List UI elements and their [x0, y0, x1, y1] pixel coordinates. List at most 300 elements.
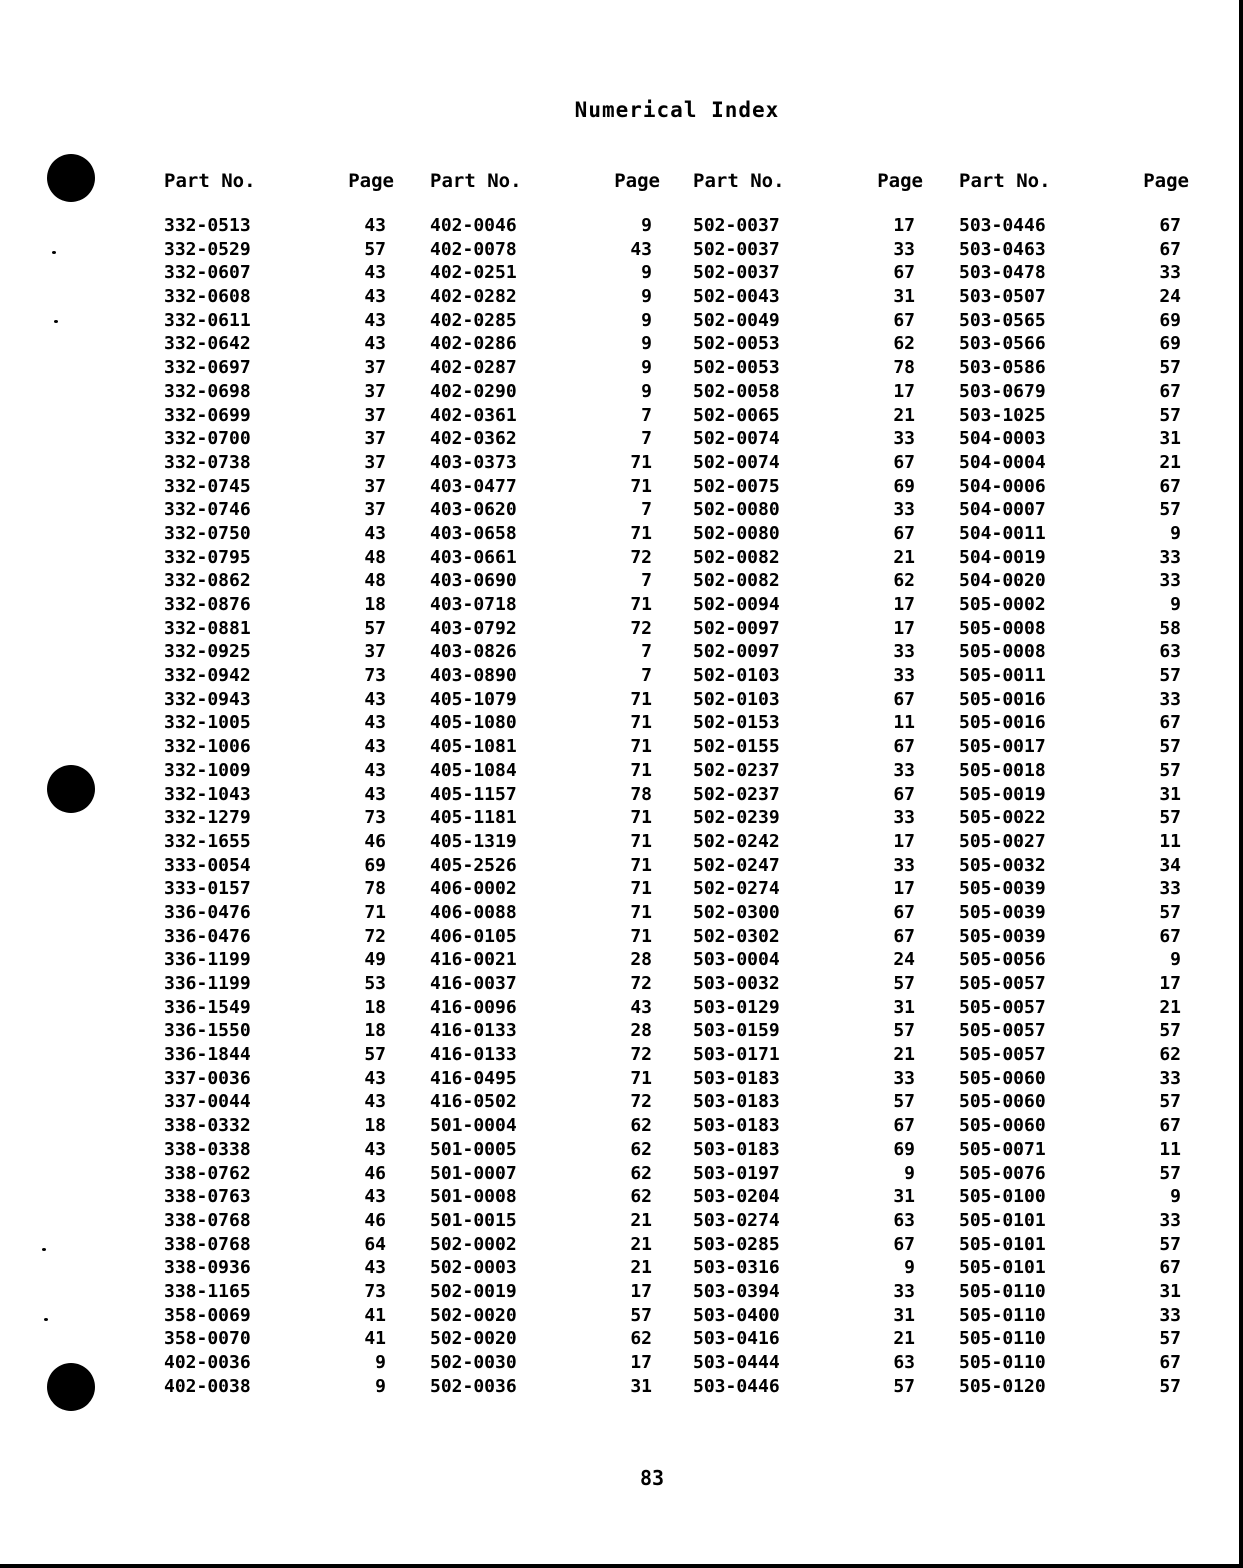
index-row: [959, 451, 1189, 475]
index-row: [693, 664, 923, 688]
page-ref: 57: [1159, 404, 1181, 426]
page-ref: 7: [641, 428, 652, 450]
page-ref: 9: [641, 309, 652, 331]
index-row: [693, 214, 923, 238]
part-number: 332-0862: [164, 570, 251, 592]
part-number: 502-0065: [693, 404, 780, 426]
index-row: [164, 1090, 394, 1114]
page-ref: 71: [630, 475, 652, 497]
part-no-header: Part No.: [959, 170, 1051, 192]
index-row: [693, 617, 923, 641]
index-row: [430, 404, 660, 428]
part-number: 332-0608: [164, 286, 251, 308]
part-number: 502-0300: [693, 901, 780, 923]
index-row: [959, 1162, 1189, 1186]
page-ref: 24: [893, 949, 915, 971]
part-number: 405-1181: [430, 807, 517, 829]
part-number: 503-0586: [959, 357, 1046, 379]
part-number: 504-0011: [959, 522, 1046, 544]
part-number: 502-0082: [693, 546, 780, 568]
index-row: [430, 1043, 660, 1067]
page-ref: 37: [364, 380, 386, 402]
index-row: [959, 901, 1189, 925]
index-row: [693, 238, 923, 262]
index-row: [959, 1019, 1189, 1043]
part-number: 402-0361: [430, 404, 517, 426]
part-number: 502-0053: [693, 333, 780, 355]
part-number: 502-0074: [693, 451, 780, 473]
page-ref: 21: [893, 404, 915, 426]
page-ref: 71: [630, 522, 652, 544]
part-number: 332-0745: [164, 475, 251, 497]
page-ref: 21: [1159, 451, 1181, 473]
part-number: 406-0002: [430, 878, 517, 900]
part-number: 332-0876: [164, 594, 251, 615]
index-row: [164, 356, 394, 380]
index-row: [430, 261, 660, 285]
index-row: [693, 380, 923, 404]
part-number: 503-0032: [693, 973, 780, 994]
part-number: 416-0037: [430, 973, 517, 994]
page-ref: 62: [630, 1115, 652, 1137]
index-row: [693, 569, 923, 593]
index-row: [959, 806, 1189, 830]
page-ref: 33: [893, 238, 915, 260]
page-ref: 43: [630, 238, 652, 260]
column-header: [164, 168, 394, 214]
index-row: [693, 925, 923, 949]
index-rows: [430, 214, 660, 1398]
page-ref: 69: [1159, 333, 1181, 355]
page-ref: 41: [364, 1304, 386, 1326]
page-ref: 7: [641, 499, 652, 521]
index-row: [693, 1067, 923, 1091]
index-column-1: [164, 168, 394, 1398]
page-ref: 18: [364, 1115, 386, 1137]
part-number: 503-0316: [693, 1257, 780, 1279]
index-row: [959, 735, 1189, 759]
page-ref: 31: [1159, 783, 1181, 805]
page-ref: 46: [364, 1162, 386, 1184]
index-row: [959, 1233, 1189, 1257]
index-row: [164, 569, 394, 593]
part-number: 504-0020: [959, 570, 1046, 592]
part-number: 503-0565: [959, 309, 1046, 331]
page-ref: 67: [893, 925, 915, 947]
index-row: [164, 522, 394, 546]
scan-speck: [42, 1248, 46, 1251]
index-row: [164, 1019, 394, 1043]
page-ref: 21: [630, 1233, 652, 1255]
index-row: [693, 1043, 923, 1067]
index-row: [430, 925, 660, 949]
page-ref: 43: [364, 1091, 386, 1113]
page-ref: 43: [364, 736, 386, 758]
part-number: 501-0004: [430, 1115, 517, 1137]
part-number: 332-0697: [164, 357, 251, 379]
part-number: 505-0008: [959, 617, 1046, 639]
page-ref: 67: [893, 1115, 915, 1137]
page-ref: 37: [364, 499, 386, 521]
page-ref: 57: [1159, 499, 1181, 521]
page-ref: 31: [893, 1186, 915, 1208]
page-ref: 33: [1159, 1209, 1181, 1231]
part-number: 503-0183: [693, 1115, 780, 1137]
index-row: [430, 1256, 660, 1280]
part-number: 332-1279: [164, 807, 251, 829]
part-number: 502-0049: [693, 309, 780, 331]
page-ref: 67: [893, 1233, 915, 1255]
index-row: [693, 806, 923, 830]
index-row: [693, 1114, 923, 1138]
page-ref: 21: [893, 546, 915, 568]
part-number: 405-1084: [430, 759, 517, 781]
index-row: [959, 877, 1189, 901]
part-number: 503-0400: [693, 1304, 780, 1326]
page-ref: 63: [893, 1209, 915, 1231]
part-number: 338-0762: [164, 1162, 251, 1184]
page-ref: 67: [1159, 1115, 1181, 1137]
index-row: [164, 925, 394, 949]
page-ref: 67: [1159, 712, 1181, 734]
index-row: [959, 1043, 1189, 1067]
page-ref: 64: [364, 1233, 386, 1255]
page-ref: 9: [1170, 522, 1181, 544]
page-ref: 31: [1159, 428, 1181, 450]
part-number: 338-0332: [164, 1115, 251, 1137]
part-number: 505-0110: [959, 1304, 1046, 1326]
part-number: 502-0080: [693, 522, 780, 544]
page-ref: 43: [630, 996, 652, 1018]
page-ref: 33: [1159, 1304, 1181, 1326]
page-ref: 57: [893, 973, 915, 994]
part-number: 505-0039: [959, 901, 1046, 923]
part-number: 403-0477: [430, 475, 517, 497]
part-number: 338-0763: [164, 1186, 251, 1208]
part-number: 503-0446: [959, 215, 1046, 236]
page-ref: 7: [641, 641, 652, 663]
page-ref: 37: [364, 475, 386, 497]
index-row: [959, 1209, 1189, 1233]
page-ref: 33: [1159, 570, 1181, 592]
part-number: 502-0053: [693, 357, 780, 379]
page-ref: 57: [1159, 901, 1181, 923]
page-ref: 31: [893, 996, 915, 1018]
part-number: 503-0679: [959, 380, 1046, 402]
index-row: [164, 640, 394, 664]
part-no-header: Part No.: [430, 170, 522, 192]
part-number: 502-0097: [693, 617, 780, 639]
page-ref: 63: [893, 1352, 915, 1373]
page-ref: 43: [364, 522, 386, 544]
page-ref: 72: [630, 1091, 652, 1113]
index-row: [693, 948, 923, 972]
page-ref: 69: [364, 854, 386, 876]
index-row: [164, 996, 394, 1020]
page-ref: 62: [630, 1162, 652, 1184]
page-ref: 33: [1159, 1067, 1181, 1089]
part-number: 502-0037: [693, 215, 780, 236]
index-row: [430, 356, 660, 380]
page-ref: 17: [1159, 973, 1181, 994]
part-number: 505-0022: [959, 807, 1046, 829]
part-number: 505-0011: [959, 665, 1046, 687]
page-ref: 43: [364, 1257, 386, 1279]
part-number: 503-0129: [693, 996, 780, 1018]
index-row: [430, 1067, 660, 1091]
part-number: 402-0290: [430, 380, 517, 402]
page-ref: 17: [893, 830, 915, 852]
page-ref: 71: [630, 901, 652, 923]
page-ref: 46: [364, 1209, 386, 1231]
part-number: 503-0183: [693, 1091, 780, 1113]
index-row: [959, 475, 1189, 499]
page-ref: 69: [893, 1138, 915, 1160]
page-ref: 67: [893, 522, 915, 544]
page-ref: 31: [893, 1304, 915, 1326]
index-row: [959, 1304, 1189, 1328]
index-row: [164, 404, 394, 428]
part-number: 403-0373: [430, 451, 517, 473]
part-number: 332-0746: [164, 499, 251, 521]
index-row: [164, 546, 394, 570]
index-row: [164, 214, 394, 238]
part-number: 402-0285: [430, 309, 517, 331]
page-ref: 71: [630, 759, 652, 781]
page-ref: 71: [630, 1067, 652, 1089]
part-number: 502-0103: [693, 665, 780, 687]
part-no-header: Part No.: [164, 170, 256, 192]
index-row: [164, 498, 394, 522]
part-number: 505-0032: [959, 854, 1046, 876]
page-ref: 9: [641, 380, 652, 402]
part-number: 402-0362: [430, 428, 517, 450]
page-ref: 11: [893, 712, 915, 734]
index-row: [693, 1233, 923, 1257]
scan-speck: [44, 1318, 48, 1321]
page-ref: 9: [904, 1162, 915, 1184]
page-ref: 57: [1159, 1162, 1181, 1184]
part-number: 505-0101: [959, 1233, 1046, 1255]
index-row: [430, 617, 660, 641]
index-row: [164, 309, 394, 333]
part-number: 358-0070: [164, 1328, 251, 1350]
index-rows: [959, 214, 1189, 1398]
index-row: [693, 972, 923, 996]
page-ref: 72: [630, 546, 652, 568]
index-row: [164, 1351, 394, 1375]
index-row: [959, 356, 1189, 380]
index-row: [959, 404, 1189, 428]
index-row: [693, 1256, 923, 1280]
index-row: [164, 972, 394, 996]
column-header: [959, 168, 1189, 214]
part-number: 505-0110: [959, 1280, 1046, 1302]
index-row: [959, 759, 1189, 783]
index-row: [959, 427, 1189, 451]
part-number: 405-1319: [430, 830, 517, 852]
index-row: [164, 475, 394, 499]
page-ref: 48: [364, 570, 386, 592]
part-number: 505-0039: [959, 925, 1046, 947]
part-number: 332-0795: [164, 546, 251, 568]
page-ref: 17: [630, 1352, 652, 1373]
part-number: 502-0058: [693, 380, 780, 402]
index-row: [959, 1138, 1189, 1162]
index-row: [959, 948, 1189, 972]
part-number: 501-0007: [430, 1162, 517, 1184]
page-ref: 33: [893, 759, 915, 781]
index-rows: [164, 214, 394, 1398]
index-row: [693, 356, 923, 380]
page-ref: 43: [364, 286, 386, 308]
index-row: [430, 640, 660, 664]
index-row: [430, 593, 660, 617]
part-number: 502-0155: [693, 736, 780, 758]
scan-speck: [54, 320, 58, 323]
index-row: [693, 1375, 923, 1399]
page-ref: 72: [364, 925, 386, 947]
page-ref: 9: [641, 215, 652, 236]
part-number: 504-0019: [959, 546, 1046, 568]
index-row: [693, 427, 923, 451]
page-ref: 72: [630, 1044, 652, 1066]
page-ref: 11: [1159, 1138, 1181, 1160]
index-row: [430, 830, 660, 854]
index-row: [164, 711, 394, 735]
index-row: [693, 735, 923, 759]
page-ref: 73: [364, 665, 386, 687]
part-number: 505-0060: [959, 1091, 1046, 1113]
part-number: 503-0159: [693, 1020, 780, 1042]
part-number: 502-0239: [693, 807, 780, 829]
part-number: 503-0004: [693, 949, 780, 971]
index-row: [164, 1256, 394, 1280]
part-number: 402-0282: [430, 286, 517, 308]
page-ref: 71: [364, 901, 386, 923]
part-number: 503-0446: [693, 1375, 780, 1397]
page-ref: 18: [364, 1020, 386, 1042]
part-number: 403-0690: [430, 570, 517, 592]
page-ref: 43: [364, 1138, 386, 1160]
page-ref: 63: [1159, 641, 1181, 663]
page-ref: 57: [893, 1020, 915, 1042]
page-header: Page: [877, 170, 923, 192]
part-number: 502-0074: [693, 428, 780, 450]
part-number: 416-0133: [430, 1044, 517, 1066]
index-row: [430, 1185, 660, 1209]
index-row: [693, 285, 923, 309]
part-number: 501-0005: [430, 1138, 517, 1160]
part-number: 505-0100: [959, 1186, 1046, 1208]
page-ref: 73: [364, 1280, 386, 1302]
part-number: 402-0046: [430, 215, 517, 236]
page-ref: 11: [1159, 830, 1181, 852]
part-number: 502-0037: [693, 238, 780, 260]
page-ref: 43: [364, 1067, 386, 1089]
part-number: 502-0043: [693, 286, 780, 308]
index-row: [959, 309, 1189, 333]
index-row: [959, 972, 1189, 996]
part-number: 503-0566: [959, 333, 1046, 355]
page-ref: 67: [1159, 925, 1181, 947]
index-row: [164, 854, 394, 878]
index-row: [164, 593, 394, 617]
part-number: 332-0942: [164, 665, 251, 687]
page-ref: 69: [1159, 309, 1181, 331]
index-row: [164, 238, 394, 262]
page-ref: 57: [364, 1044, 386, 1066]
part-number: 336-1549: [164, 996, 251, 1018]
page-ref: 67: [893, 688, 915, 710]
part-number: 416-0133: [430, 1020, 517, 1042]
index-row: [430, 877, 660, 901]
index-row: [430, 996, 660, 1020]
page-ref: 62: [893, 333, 915, 355]
page-ref: 7: [641, 570, 652, 592]
page-ref: 9: [641, 262, 652, 284]
index-row: [693, 1209, 923, 1233]
index-row: [430, 735, 660, 759]
index-row: [959, 261, 1189, 285]
page-ref: 33: [1159, 878, 1181, 900]
page-ref: 43: [364, 759, 386, 781]
page-ref: 43: [364, 215, 386, 236]
page-header: Page: [1143, 170, 1189, 192]
part-number: 403-0718: [430, 594, 517, 615]
index-row: [164, 451, 394, 475]
part-number: 502-0002: [430, 1233, 517, 1255]
part-number: 403-0890: [430, 665, 517, 687]
page-ref: 9: [1170, 594, 1181, 615]
index-row: [164, 427, 394, 451]
index-row: [959, 688, 1189, 712]
part-number: 505-0101: [959, 1209, 1046, 1231]
part-number: 402-0251: [430, 262, 517, 284]
page-ref: 17: [893, 380, 915, 402]
index-row: [430, 1209, 660, 1233]
page-ref: 43: [364, 688, 386, 710]
page-ref: 57: [893, 1091, 915, 1113]
index-row: [430, 238, 660, 262]
index-row: [693, 877, 923, 901]
part-number: 502-0274: [693, 878, 780, 900]
page-ref: 43: [364, 1186, 386, 1208]
part-number: 505-0120: [959, 1375, 1046, 1397]
page-ref: 17: [630, 1280, 652, 1302]
index-row: [164, 617, 394, 641]
part-number: 505-0060: [959, 1115, 1046, 1137]
part-number: 406-0088: [430, 901, 517, 923]
page-ref: 67: [1159, 1257, 1181, 1279]
index-row: [430, 854, 660, 878]
index-row: [959, 1114, 1189, 1138]
index-row: [430, 711, 660, 735]
part-number: 502-0153: [693, 712, 780, 734]
part-number: 402-0286: [430, 333, 517, 355]
index-row: [959, 925, 1189, 949]
index-row: [430, 285, 660, 309]
index-row: [693, 830, 923, 854]
page-ref: 33: [893, 641, 915, 663]
page-ref: 41: [364, 1328, 386, 1350]
part-number: 505-0002: [959, 594, 1046, 615]
part-number: 405-1157: [430, 783, 517, 805]
index-row: [959, 830, 1189, 854]
index-row: [430, 1351, 660, 1375]
index-row: [164, 332, 394, 356]
index-row: [430, 569, 660, 593]
